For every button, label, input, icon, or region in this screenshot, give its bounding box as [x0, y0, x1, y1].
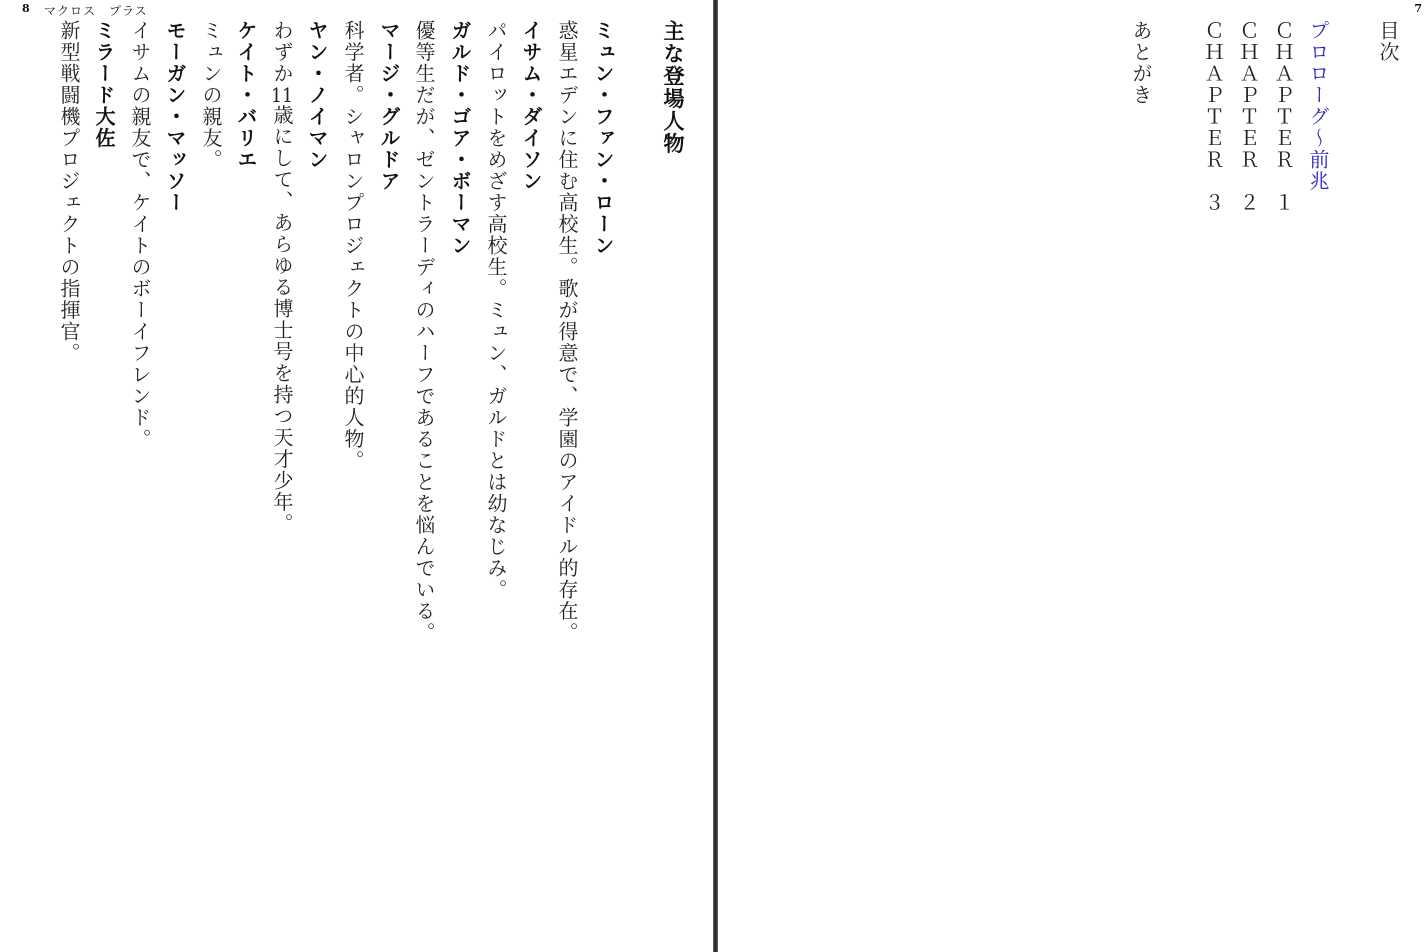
character-description: ミュンの親友。 [199, 20, 223, 171]
toc-item-afterword: あとがき [1129, 20, 1153, 106]
right-page [718, 0, 1428, 952]
character-description [272, 20, 292, 535]
character-description: 科学者。シャロンプロジェクトの中心的人物。 [341, 20, 365, 472]
character-name: ヤン・ノイマン [305, 20, 329, 171]
character-description: パイロットをめざす高校生。ミュン、ガルドとは幼なじみ。 [484, 20, 508, 601]
toc-item-chapter-1: ＣＨＡＰＴＥＲ １ [1271, 20, 1295, 214]
characters-heading: 主な登場人物 [661, 20, 686, 155]
character-name: ミラード大佐 [92, 20, 116, 149]
character-description: 新型戦闘機プロジェクトの指揮官。 [57, 20, 81, 364]
character-description: 惑星エデンに住む高校生。歌が得意で、学園のアイドル的存在。 [555, 20, 579, 644]
left-page [0, 0, 713, 952]
character-name: ガルド・ゴア・ボーマン [448, 20, 472, 257]
character-name: マージ・グルドア [377, 20, 401, 192]
page-number-left: 8 [22, 2, 30, 15]
character-description: 優等生だが、ゼントラーディのハーフであることを悩んでいる。 [412, 20, 436, 644]
toc-item-prologue[interactable]: プロローグ～前兆 [1306, 20, 1330, 192]
character-name: ミュン・ファン・ローン [591, 20, 615, 257]
toc-item-chapter-2: ＣＨＡＰＴＥＲ ２ [1236, 20, 1260, 214]
character-name: モーガン・マッソー [163, 20, 187, 214]
character-name: ケイト・バリエ [234, 20, 258, 171]
character-name: イサム・ダイソン [519, 20, 543, 192]
character-description: イサムの親友で、ケイトのボーイフレンド。 [128, 20, 152, 450]
age-number: 11 [271, 84, 293, 105]
description-text: わずか [270, 20, 294, 85]
page-number-right: 7 [1414, 2, 1422, 15]
toc-title: 目次 [1376, 20, 1400, 63]
toc-item-chapter-3: ＣＨＡＰＴＥＲ ３ [1201, 20, 1225, 214]
description-text: 歳にして、あらゆる博士号を持つ天才少年。 [270, 104, 294, 535]
running-head: マクロス プラス [44, 4, 148, 18]
